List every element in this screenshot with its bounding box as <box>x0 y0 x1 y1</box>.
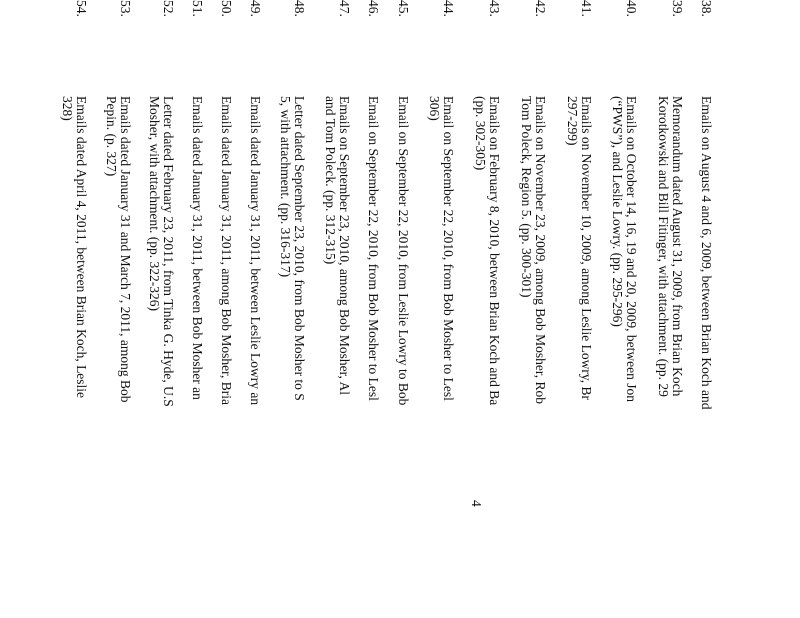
item-text: Emails on November 10, 2009, among Leslie Lowry, Br 297-299) <box>565 96 594 400</box>
item-number: 54. <box>74 0 89 17</box>
item-number: 38. <box>699 0 714 17</box>
item-number: 40. <box>624 0 639 17</box>
item-number: 39. <box>670 0 685 17</box>
item-number: 48. <box>292 0 307 17</box>
item-text: Emails on October 14, 16, 19 and 20, 2009, between Jon (“PWS”), and Leslie Lowry. (pp. 295-296) <box>610 96 639 402</box>
item-text: Email on September 22, 2010, from Bob Mosher to Lesl 306) <box>427 96 456 401</box>
item-text: Letter dated September 23, 2010, from Bob Mosher to S 5, with attachment. (pp. 316-317) <box>278 96 307 401</box>
item-number: 47. <box>337 0 352 17</box>
item-number: 43. <box>487 0 502 17</box>
item-number: 44. <box>441 0 456 17</box>
item-text: Emails dated January 31, 2011, among Bob Mosher, Bria <box>219 96 234 406</box>
item-text: Letter dated February 23, 2011, from Tinka G. Hyde, U.S Mosher, with attachment. (pp. 322-326) <box>147 96 176 407</box>
item-number: 42. <box>533 0 548 17</box>
item-text: Memorandum dated August 31, 2009, from Brian Koch Korotkowski and Bill Fitinger, with attachment. (pp. 29 <box>656 96 685 397</box>
item-number: 45. <box>396 0 411 17</box>
item-text: Emails dated April 4, 2011, between Brian Koch, Leslie 328) <box>60 96 89 399</box>
item-text: Emails dated January 31, 2011, between Bob Mosher an <box>190 96 205 400</box>
item-text: Emails dated January 31 and March 7, 2011, among Bob Pepin. (p. 327) <box>104 96 133 403</box>
item-number: 49. <box>248 0 263 17</box>
item-text: Emails dated January 31, 2011, between Leslie Lowry an <box>248 96 263 406</box>
item-text: Email on September 22, 2010, from Leslie Lowry to Bob <box>396 96 411 406</box>
item-number: 50. <box>219 0 234 17</box>
item-number: 52. <box>161 0 176 17</box>
item-number: 46. <box>366 0 381 17</box>
item-text: Email on September 22, 2010, from Bob Mosher to Lesl <box>366 96 381 401</box>
item-text: Emails on November 23, 2009, among Bob Mosher, Rob Tom Poleck, Region 5. (pp. 300-301) <box>519 96 548 405</box>
item-number: 41. <box>579 0 594 17</box>
item-number: 51. <box>190 0 205 17</box>
item-text: Emails on August 4 and 6, 2009, between Brian Koch and <box>699 96 714 410</box>
page-number: 4 <box>469 500 484 507</box>
item-text: Emails on September 23, 2010, among Bob Mosher, Al and Tom Poleck. (pp. 312-315) <box>323 96 352 396</box>
item-text: Emails on February 8, 2010, between Brian Koch and Ba (pp. 302-305) <box>473 96 502 406</box>
item-number: 53. <box>118 0 133 17</box>
